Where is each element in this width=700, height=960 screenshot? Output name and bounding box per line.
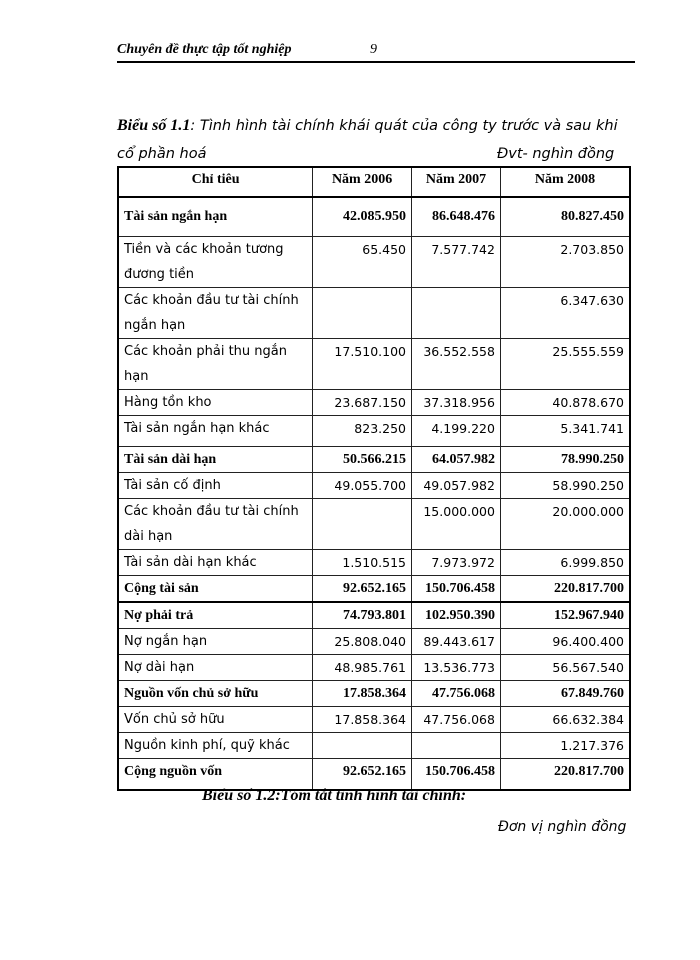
value-2007: 15.000.000: [412, 499, 501, 550]
value-2006: [313, 733, 412, 759]
value-2006: 92.652.165: [313, 576, 412, 603]
value-2008: 40.878.670: [500, 390, 630, 416]
value-2008: 25.555.559: [500, 339, 630, 390]
value-2006: 17.858.364: [313, 681, 412, 707]
table-row: [118, 288, 630, 339]
value-2008: 6.999.850: [500, 550, 630, 576]
row-label: Tiền và các khoản tương đương tiền: [118, 237, 313, 288]
value-2007: 37.318.956: [412, 390, 501, 416]
header-year-2008: Năm 2008: [500, 167, 630, 197]
row-label: Tài sản dài hạn khác: [118, 550, 313, 576]
table-row: [118, 602, 630, 629]
table-row: [118, 550, 630, 576]
table-row: [118, 707, 630, 733]
value-2007: 4.199.220: [412, 416, 501, 447]
value-2007: [412, 288, 501, 339]
row-label: Cộng nguồn vốn: [118, 759, 313, 791]
table-row: [118, 416, 630, 447]
caption-unit-2: Đơn vị nghìn đồng: [498, 819, 627, 835]
row-label: Nợ dài hạn: [118, 655, 313, 681]
document-title: Chuyên đề thực tập tốt nghiệp: [117, 42, 292, 57]
table-row: [118, 339, 630, 390]
value-2006: 50.566.215: [313, 447, 412, 473]
value-2006: 823.250: [313, 416, 412, 447]
table-caption-1-1: [117, 112, 637, 168]
value-2008: 20.000.000: [500, 499, 630, 550]
value-2007: 7.577.742: [412, 237, 501, 288]
table-header-row: [118, 167, 630, 197]
row-label: Tài sản ngắn hạn: [118, 197, 313, 237]
table-row: [118, 733, 630, 759]
row-label: Các khoản phải thu ngắn hạn: [118, 339, 313, 390]
value-2008: 2.703.850: [500, 237, 630, 288]
value-2008: 5.341.741: [500, 416, 630, 447]
row-label: Tài sản cố định: [118, 473, 313, 499]
value-2007: 13.536.773: [412, 655, 501, 681]
value-2008: 220.817.700: [500, 576, 630, 603]
row-label: Vốn chủ sở hữu: [118, 707, 313, 733]
value-2006: 25.808.040: [313, 629, 412, 655]
row-label: Cộng tài sản: [118, 576, 313, 603]
table-row: [118, 473, 630, 499]
table-row: [118, 681, 630, 707]
value-2008: 6.347.630: [500, 288, 630, 339]
value-2008: 80.827.450: [500, 197, 630, 237]
value-2006: 1.510.515: [313, 550, 412, 576]
value-2008: 58.990.250: [500, 473, 630, 499]
value-2007: 47.756.068: [412, 707, 501, 733]
page-header: [117, 40, 635, 62]
value-2007: 150.706.458: [412, 759, 501, 791]
table-row: [118, 655, 630, 681]
value-2006: 74.793.801: [313, 602, 412, 629]
row-label: Nợ phải trả: [118, 602, 313, 629]
table-row: [118, 576, 630, 603]
value-2008: 96.400.400: [500, 629, 630, 655]
value-2008: 1.217.376: [500, 733, 630, 759]
value-2006: 65.450: [313, 237, 412, 288]
financial-table: [117, 166, 631, 791]
value-2007: 89.443.617: [412, 629, 501, 655]
value-2007: 86.648.476: [412, 197, 501, 237]
value-2006: 92.652.165: [313, 759, 412, 791]
header-divider: [117, 61, 635, 63]
value-2007: 64.057.982: [412, 447, 501, 473]
table-row: [118, 447, 630, 473]
row-label: Nguồn vốn chủ sở hữu: [118, 681, 313, 707]
value-2007: 47.756.068: [412, 681, 501, 707]
row-label: Tài sản ngắn hạn khác: [118, 416, 313, 447]
value-2008: 67.849.760: [500, 681, 630, 707]
value-2008: 56.567.540: [500, 655, 630, 681]
table-row: [118, 197, 630, 237]
row-label: Các khoản đầu tư tài chính dài hạn: [118, 499, 313, 550]
value-2006: 17.510.100: [313, 339, 412, 390]
value-2007: 36.552.558: [412, 339, 501, 390]
table-row: [118, 499, 630, 550]
value-2007: 150.706.458: [412, 576, 501, 603]
header-year-2006: Năm 2006: [313, 167, 412, 197]
row-label: Nợ ngắn hạn: [118, 629, 313, 655]
row-label: Nguồn kinh phí, quỹ khác: [118, 733, 313, 759]
value-2006: [313, 499, 412, 550]
value-2006: 49.055.700: [313, 473, 412, 499]
page-number: 9: [370, 42, 377, 57]
value-2008: 220.817.700: [500, 759, 630, 791]
caption-text: : Tình hình tài chính khái quát của công ty trước và sau khi cổ phần hoá: [117, 118, 618, 162]
value-2006: 42.085.950: [313, 197, 412, 237]
table-row: [118, 629, 630, 655]
value-2006: [313, 288, 412, 339]
value-2008: 78.990.250: [500, 447, 630, 473]
value-2008: 152.967.940: [500, 602, 630, 629]
table-row: [118, 390, 630, 416]
row-label: Tài sản dài hạn: [118, 447, 313, 473]
value-2006: 17.858.364: [313, 707, 412, 733]
value-2007: 102.950.390: [412, 602, 501, 629]
value-2006: 23.687.150: [313, 390, 412, 416]
value-2008: 66.632.384: [500, 707, 630, 733]
caption-unit: Đvt- nghìn đồng: [497, 146, 615, 162]
caption-label: Biểu số 1.1: [117, 117, 191, 134]
value-2007: 7.973.972: [412, 550, 501, 576]
row-label: Hàng tồn kho: [118, 390, 313, 416]
header-year-2007: Năm 2007: [412, 167, 501, 197]
table-caption-1-2: Biểu số 1.2:Tóm tắt tình hình tài chính:: [202, 787, 467, 804]
value-2006: 48.985.761: [313, 655, 412, 681]
value-2007: [412, 733, 501, 759]
row-label: Các khoản đầu tư tài chính ngắn hạn: [118, 288, 313, 339]
table-row: [118, 237, 630, 288]
header-indicator: Chỉ tiêu: [118, 167, 313, 197]
value-2007: 49.057.982: [412, 473, 501, 499]
table-row: [118, 759, 630, 791]
